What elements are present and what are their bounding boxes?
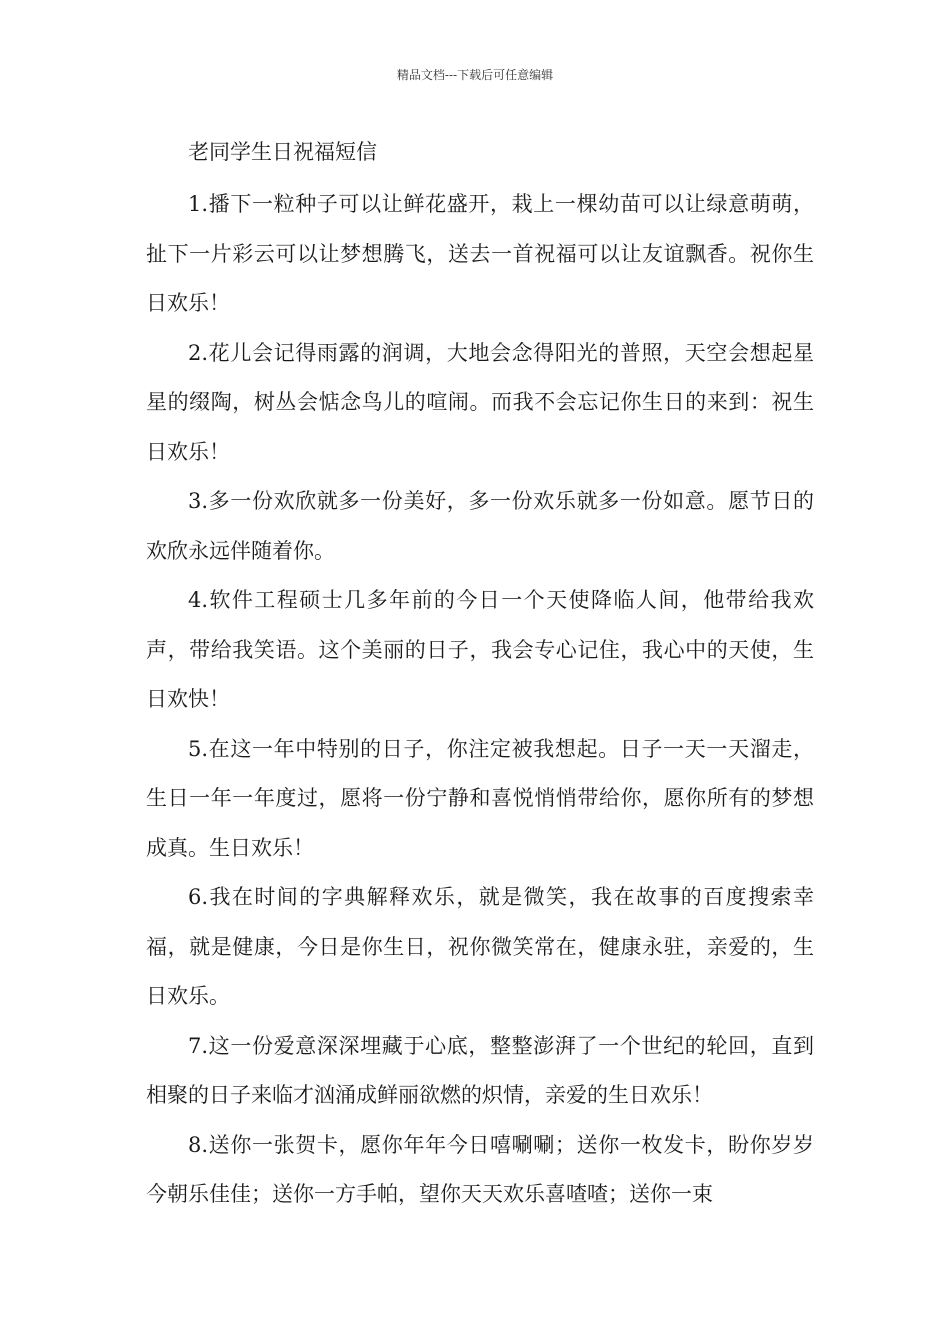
paragraph-6: 6.我在时间的字典解释欢乐，就是微笑，我在故事的百度搜索幸福，就是健康，今日是你生日，祝你微笑常在，健康永驻，亲爱的，生日欢乐。 [146, 885, 814, 1008]
paragraph-2: 2.花儿会记得雨露的润调，大地会念得阳光的普照，天空会想起星星的缀陶，树丛会惦念鸟儿的喧闹。而我不会忘记你生日的来到：祝生日欢乐！ [146, 340, 814, 464]
paragraph-7: 7.这一份爱意深深埋藏于心底，整整澎湃了一个世纪的轮回，直到相聚的日子来临才汹涌成鲜丽欲燃的炽情，亲爱的生日欢乐！ [146, 1033, 814, 1107]
page-header: 精品文档---下载后可任意编辑 [396, 68, 554, 82]
paragraph-1: 1.播下一粒种子可以让鲜花盛开，栽上一棵幼苗可以让绿意萌萌，扯下一片彩云可以让梦想腾飞，送去一首祝福可以让友谊飘香。祝你生日欢乐！ [146, 192, 814, 315]
document-title: 老同学生日祝福短信 [188, 140, 377, 164]
paragraph-3: 3.多一份欢欣就多一份美好，多一份欢乐就多一份如意。愿节日的欢欣永远伴随着你。 [146, 489, 814, 563]
paragraph-8: 8.送你一张贺卡，愿你年年今日嘻唰唰；送你一枚发卡，盼你岁岁今朝乐佳佳；送你一方手帕，望你天天欢乐喜喳喳；送你一束 [146, 1132, 814, 1206]
paragraph-4: 4.软件工程硕士几多年前的今日一个天使降临人间，他带给我欢声，带给我笑语。这个美丽的日子，我会专心记住，我心中的天使，生日欢快！ [146, 588, 814, 711]
paragraph-5: 5.在这一年中特别的日子，你注定被我想起。日子一天一天溜走，生日一年一年度过，愿将一份宁静和喜悦悄悄带给你，愿你所有的梦想成真。生日欢乐！ [146, 736, 814, 860]
document-body [146, 132, 814, 1220]
